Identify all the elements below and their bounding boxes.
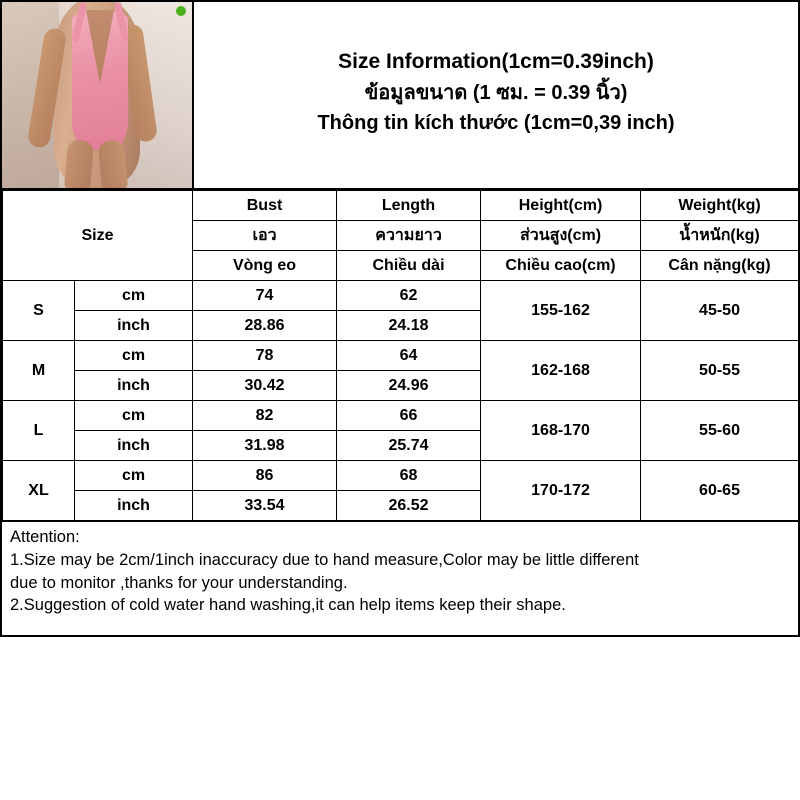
length-inch-m: 24.96 bbox=[337, 371, 481, 401]
title-block bbox=[194, 2, 798, 188]
attention-line-2: due to monitor ,thanks for your understanding. bbox=[10, 573, 348, 592]
title-english: Size Information(1cm=0.39inch) bbox=[338, 49, 654, 73]
unit-inch-m: inch bbox=[75, 371, 193, 401]
length-cm-s: 62 bbox=[337, 281, 481, 311]
table-row bbox=[3, 461, 799, 491]
title-vietnamese: Thông tin kích thước (1cm=0,39 inch) bbox=[317, 112, 675, 135]
unit-inch-l: inch bbox=[75, 431, 193, 461]
header bbox=[2, 2, 798, 190]
length-inch-s: 24.18 bbox=[337, 311, 481, 341]
model-leg-left bbox=[64, 139, 94, 188]
weight-l: 55-60 bbox=[641, 401, 799, 461]
header-weight-vi: Cân nặng(kg) bbox=[641, 251, 799, 281]
row-size-l: L bbox=[3, 401, 75, 461]
height-xl: 170-172 bbox=[481, 461, 641, 521]
table-row bbox=[3, 401, 799, 431]
weight-xl: 60-65 bbox=[641, 461, 799, 521]
header-height-vi: Chiều cao(cm) bbox=[481, 251, 641, 281]
height-s: 155-162 bbox=[481, 281, 641, 341]
weight-s: 45-50 bbox=[641, 281, 799, 341]
header-weight-th: น้ำหนัก(kg) bbox=[641, 221, 799, 251]
attention-block bbox=[0, 521, 800, 637]
size-table-wrap bbox=[2, 190, 798, 521]
row-size-s: S bbox=[3, 281, 75, 341]
size-column-header: Size bbox=[3, 191, 193, 281]
bust-cm-l: 82 bbox=[193, 401, 337, 431]
model-leg-right bbox=[98, 139, 128, 188]
header-length-vi: Chiều dài bbox=[337, 251, 481, 281]
header-length-en: Length bbox=[337, 191, 481, 221]
header-height-en: Height(cm) bbox=[481, 191, 641, 221]
length-cm-xl: 68 bbox=[337, 461, 481, 491]
unit-cm-s: cm bbox=[75, 281, 193, 311]
attention-title: Attention: bbox=[10, 528, 80, 546]
unit-cm-l: cm bbox=[75, 401, 193, 431]
product-photo bbox=[2, 2, 194, 188]
length-cm-m: 64 bbox=[337, 341, 481, 371]
unit-inch-s: inch bbox=[75, 311, 193, 341]
header-bust-th: เอว bbox=[193, 221, 337, 251]
length-cm-l: 66 bbox=[337, 401, 481, 431]
header-bust-en: Bust bbox=[193, 191, 337, 221]
size-table bbox=[2, 190, 799, 521]
height-m: 162-168 bbox=[481, 341, 641, 401]
row-size-m: M bbox=[3, 341, 75, 401]
row-size-xl: XL bbox=[3, 461, 75, 521]
attention-line-1: 1.Size may be 2cm/1inch inaccuracy due to hand measure,Color may be little different bbox=[10, 551, 639, 570]
bottom-whitespace bbox=[0, 637, 800, 689]
attention-line-3: 2.Suggestion of cold water hand washing,it can help items keep their shape. bbox=[10, 595, 566, 614]
bust-cm-m: 78 bbox=[193, 341, 337, 371]
table-header-row-en bbox=[3, 191, 799, 221]
bust-inch-s: 28.86 bbox=[193, 311, 337, 341]
green-dot-icon bbox=[176, 6, 186, 16]
bust-cm-xl: 86 bbox=[193, 461, 337, 491]
header-weight-en: Weight(kg) bbox=[641, 191, 799, 221]
table-row bbox=[3, 341, 799, 371]
bust-inch-m: 30.42 bbox=[193, 371, 337, 401]
weight-m: 50-55 bbox=[641, 341, 799, 401]
unit-inch-xl: inch bbox=[75, 491, 193, 521]
length-inch-xl: 26.52 bbox=[337, 491, 481, 521]
height-l: 168-170 bbox=[481, 401, 641, 461]
bust-cm-s: 74 bbox=[193, 281, 337, 311]
bust-inch-xl: 33.54 bbox=[193, 491, 337, 521]
length-inch-l: 25.74 bbox=[337, 431, 481, 461]
title-thai: ข้อมูลขนาด (1 ซม. = 0.39 นิ้ว) bbox=[364, 81, 628, 104]
bust-inch-l: 31.98 bbox=[193, 431, 337, 461]
header-length-th: ความยาว bbox=[337, 221, 481, 251]
header-height-th: ส่วนสูง(cm) bbox=[481, 221, 641, 251]
unit-cm-m: cm bbox=[75, 341, 193, 371]
header-bust-vi: Vòng eo bbox=[193, 251, 337, 281]
table-row bbox=[3, 281, 799, 311]
unit-cm-xl: cm bbox=[75, 461, 193, 491]
